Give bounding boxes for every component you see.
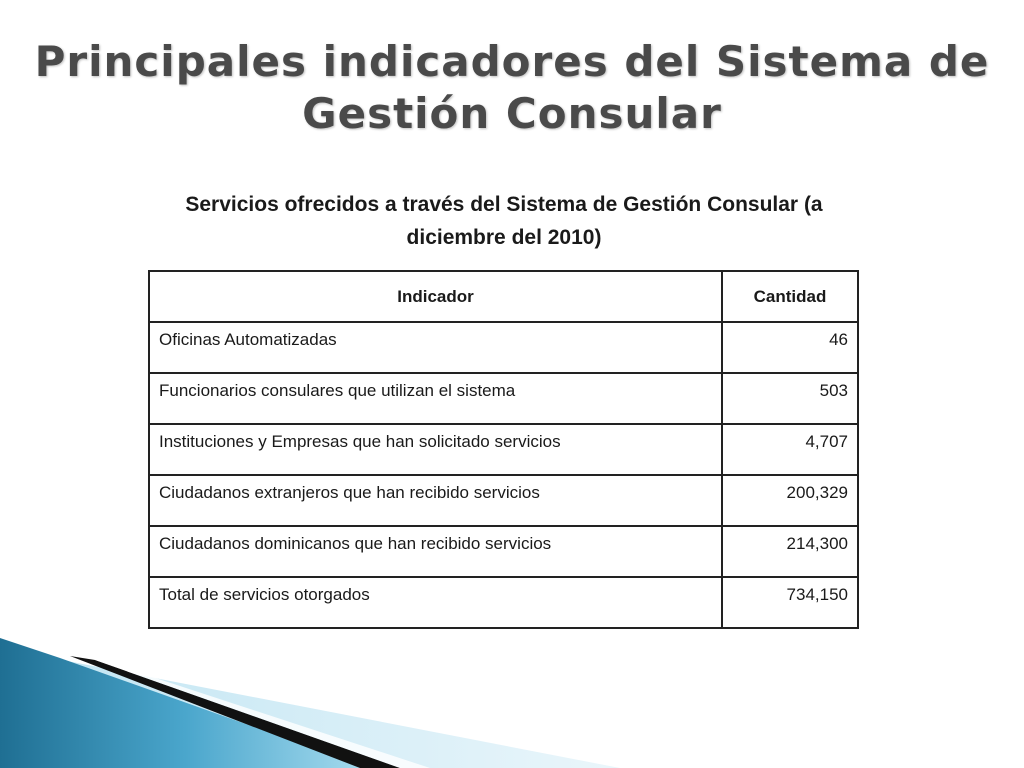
table-row <box>149 526 858 577</box>
row-quantity: 214,300 <box>722 526 858 577</box>
slide-title: Principales indicadores del Sistema de Gestión Consular <box>34 37 990 138</box>
row-quantity: 200,329 <box>722 475 858 526</box>
row-indicator: Oficinas Automatizadas <box>149 322 722 373</box>
header-indicator: Indicador <box>149 271 722 322</box>
decorative-wave <box>0 628 1024 768</box>
row-quantity: 4,707 <box>722 424 858 475</box>
row-quantity: 46 <box>722 322 858 373</box>
table-header-row <box>149 271 858 322</box>
row-indicator: Total de servicios otorgados <box>149 577 722 628</box>
row-indicator: Funcionarios consulares que utilizan el sistema <box>149 373 722 424</box>
row-indicator: Ciudadanos extranjeros que han recibido servicios <box>149 475 722 526</box>
table-row <box>149 373 858 424</box>
table-row <box>149 424 858 475</box>
table-row <box>149 577 858 628</box>
header-quantity: Cantidad <box>722 271 858 322</box>
row-indicator: Ciudadanos dominicanos que han recibido servicios <box>149 526 722 577</box>
table-caption: Servicios ofrecidos a través del Sistema de Gestión Consular (a diciembre del 2010) <box>185 193 823 249</box>
row-quantity: 503 <box>722 373 858 424</box>
indicators-table <box>148 270 859 629</box>
table-row <box>149 475 858 526</box>
table-row <box>149 322 858 373</box>
row-indicator: Instituciones y Empresas que han solicitado servicios <box>149 424 722 475</box>
row-quantity: 734,150 <box>722 577 858 628</box>
